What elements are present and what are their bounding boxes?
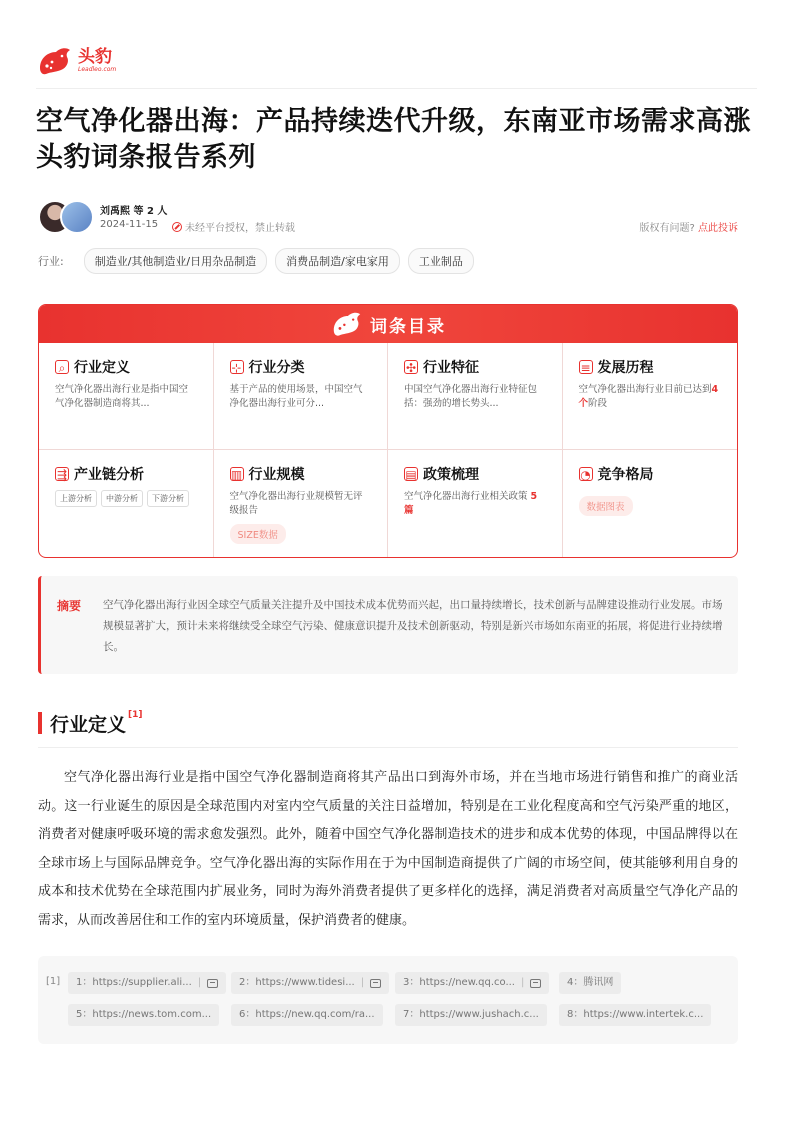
catalog-item-history[interactable]	[563, 343, 738, 450]
complaint-link[interactable]: 点此投诉	[698, 223, 738, 234]
catalog-item-text: 基于产品的使用场景，中国空气净化器出海行业可分...	[229, 384, 363, 409]
reprint-warning-text: 未经平台授权，禁止转载	[185, 223, 295, 234]
industry-tag[interactable]: 制造业/其他制造业/日用杂品制造	[84, 248, 267, 274]
reference-link[interactable]: 4：腾讯网	[559, 972, 621, 994]
copyright-question: 版权有问题?	[639, 223, 695, 234]
catalog-item-title: 产业链分析	[74, 467, 144, 483]
industry-tag[interactable]: 消费品制造/家电家用	[275, 248, 400, 274]
leopard-logo-icon	[330, 309, 364, 339]
reference-link[interactable]: 1：https://supplier.ali... |	[68, 972, 226, 994]
catalog-title: 词条目录	[370, 316, 446, 337]
feature-icon: ✣	[405, 361, 417, 375]
snapshot-icon[interactable]	[207, 979, 218, 988]
catalog-header	[39, 305, 737, 343]
size-data-pill[interactable]: SIZE数据	[230, 524, 286, 544]
stage-count: 4个	[578, 384, 719, 409]
reference-label: [1]	[46, 976, 61, 987]
catalog-item-scale[interactable]	[214, 450, 389, 557]
prohibited-icon	[172, 222, 182, 232]
summary-text: 空气净化器出海行业因全球空气质量关注提升及中国技术成本优势而兴起，出口量持续增长，技术创新与品牌建设推动行业发展。市场规模显著扩大，预计未来将继续受全球空气污染、健康意识提升及技术创新驱动，特别是新兴市场如东南亚的拓展，将促进行业持续增长。	[103, 599, 723, 653]
copyright-notice	[640, 219, 739, 234]
brand-logo[interactable]	[36, 44, 116, 78]
reference-link[interactable]: 6：https://new.qq.com/ra...	[231, 1004, 383, 1026]
data-chart-pill[interactable]: 数据图表	[579, 496, 633, 516]
section-accent-bar	[38, 712, 42, 734]
tree-icon: ⊹	[231, 361, 242, 375]
midstream-chip[interactable]: 中游分析	[101, 490, 143, 507]
leopard-logo-icon	[36, 44, 74, 78]
references-box	[38, 956, 738, 1044]
catalog-item-competition[interactable]	[563, 450, 738, 557]
snapshot-icon[interactable]	[370, 979, 381, 988]
industry-label: 行业:	[38, 255, 64, 268]
catalog-item-title: 行业规模	[248, 467, 305, 483]
catalog-item-text: 空气净化器出海行业是指中国空气净化器制造商将其...	[55, 384, 189, 409]
catalog-item-chain[interactable]	[39, 450, 214, 557]
reference-link[interactable]: 8：https://www.intertek.c...	[559, 1004, 711, 1026]
summary-label: 摘要	[57, 599, 82, 613]
page-title: 空气净化器出海：产品持续迭代升级，东南亚市场需求高涨 头豹词条报告系列	[36, 106, 751, 173]
catalog-item-policy[interactable]	[388, 450, 563, 557]
reference-link[interactable]: 7：https://www.jushach.c...	[395, 1004, 547, 1026]
timeline-icon: ≡	[580, 361, 591, 375]
author-row	[38, 198, 738, 238]
catalog-item-text: 空气净化器出海行业目前已达到4个阶段	[578, 384, 719, 409]
reference-link[interactable]: 2：https://www.tidesi... |	[231, 972, 389, 994]
snapshot-icon[interactable]	[530, 979, 541, 988]
catalog-item-features[interactable]	[388, 343, 563, 450]
entry-catalog	[38, 304, 738, 558]
catalog-grid	[39, 343, 737, 557]
summary-box	[38, 576, 738, 674]
section-title: 行业定义 [1]	[50, 710, 143, 736]
section-heading	[38, 710, 143, 737]
definition-paragraph: 空气净化器出海行业是指中国空气净化器制造商将其产品出口到海外市场，并在当地市场进行销售和推广的商业活动。这一行业诞生的原因是全球范围内对室内空气质量的关注日益增加，特别是在工业化程度高和空气污染严重的地区，消费者对健康呼吸环境的需求愈发强烈。此外，随着中国空气净化器制造技术的进步和成本优势的体现，中国品牌得以在全球市场上与国际品牌竞争。空气净化器出海的实际作用在于为中国制造商提供了广阔的市场空间，使其能够利用自身的成本和技术优势在全球范围内扩展业务，同时为海外消费者提供了更多样化的选择，满足消费者对高质量空气净化产品的需求，从而改善居住和工作的室内环境质量，保护消费者的健康。	[38, 770, 738, 928]
citation-ref[interactable]: [1]	[128, 710, 143, 720]
upstream-chip[interactable]: 上游分析	[55, 490, 97, 507]
bar-chart-icon: ▥	[230, 468, 243, 482]
catalog-item-title: 政策梳理	[423, 467, 479, 483]
document-icon: ▤	[405, 468, 417, 482]
catalog-item-title: 发展历程	[597, 360, 654, 376]
reference-link[interactable]: 3：https://new.qq.co... |	[395, 972, 549, 994]
industry-tags	[38, 248, 474, 274]
catalog-item-text: 空气净化器出海行业规模暂无评级报告	[229, 491, 363, 516]
search-icon: ⌕	[55, 360, 69, 374]
chain-icon: ⇶	[56, 468, 68, 482]
catalog-item-title: 行业定义	[74, 360, 130, 376]
brand-domain: Leadleo.com	[78, 66, 117, 73]
catalog-item-title: 竞争格局	[597, 467, 654, 483]
reference-link[interactable]: 5：https://news.tom.com...	[68, 1004, 219, 1026]
co-author-avatar[interactable]	[60, 200, 94, 234]
brand-name: 头豹	[78, 47, 112, 67]
reprint-warning	[172, 219, 295, 234]
section-divider	[38, 747, 738, 748]
downstream-chip[interactable]: 下游分析	[147, 490, 189, 507]
catalog-item-classification[interactable]	[214, 343, 389, 450]
catalog-item-definition[interactable]	[39, 343, 214, 450]
policy-count: 5篇	[404, 491, 538, 516]
publish-date: 2024-11-15	[100, 219, 159, 230]
catalog-item-text: 空气净化器出海行业相关政策 5篇	[404, 491, 538, 516]
catalog-item-title: 行业特征	[423, 360, 479, 376]
industry-tag[interactable]: 工业制品	[408, 248, 474, 274]
header-divider	[36, 88, 757, 89]
catalog-item-title: 行业分类	[248, 360, 305, 376]
pie-chart-icon: ◔	[580, 468, 591, 482]
catalog-item-text: 中国空气净化器出海行业特征包括：强劲的增长势头...	[404, 384, 538, 409]
author-name[interactable]: 刘禹熙 等 2 人	[100, 206, 168, 217]
